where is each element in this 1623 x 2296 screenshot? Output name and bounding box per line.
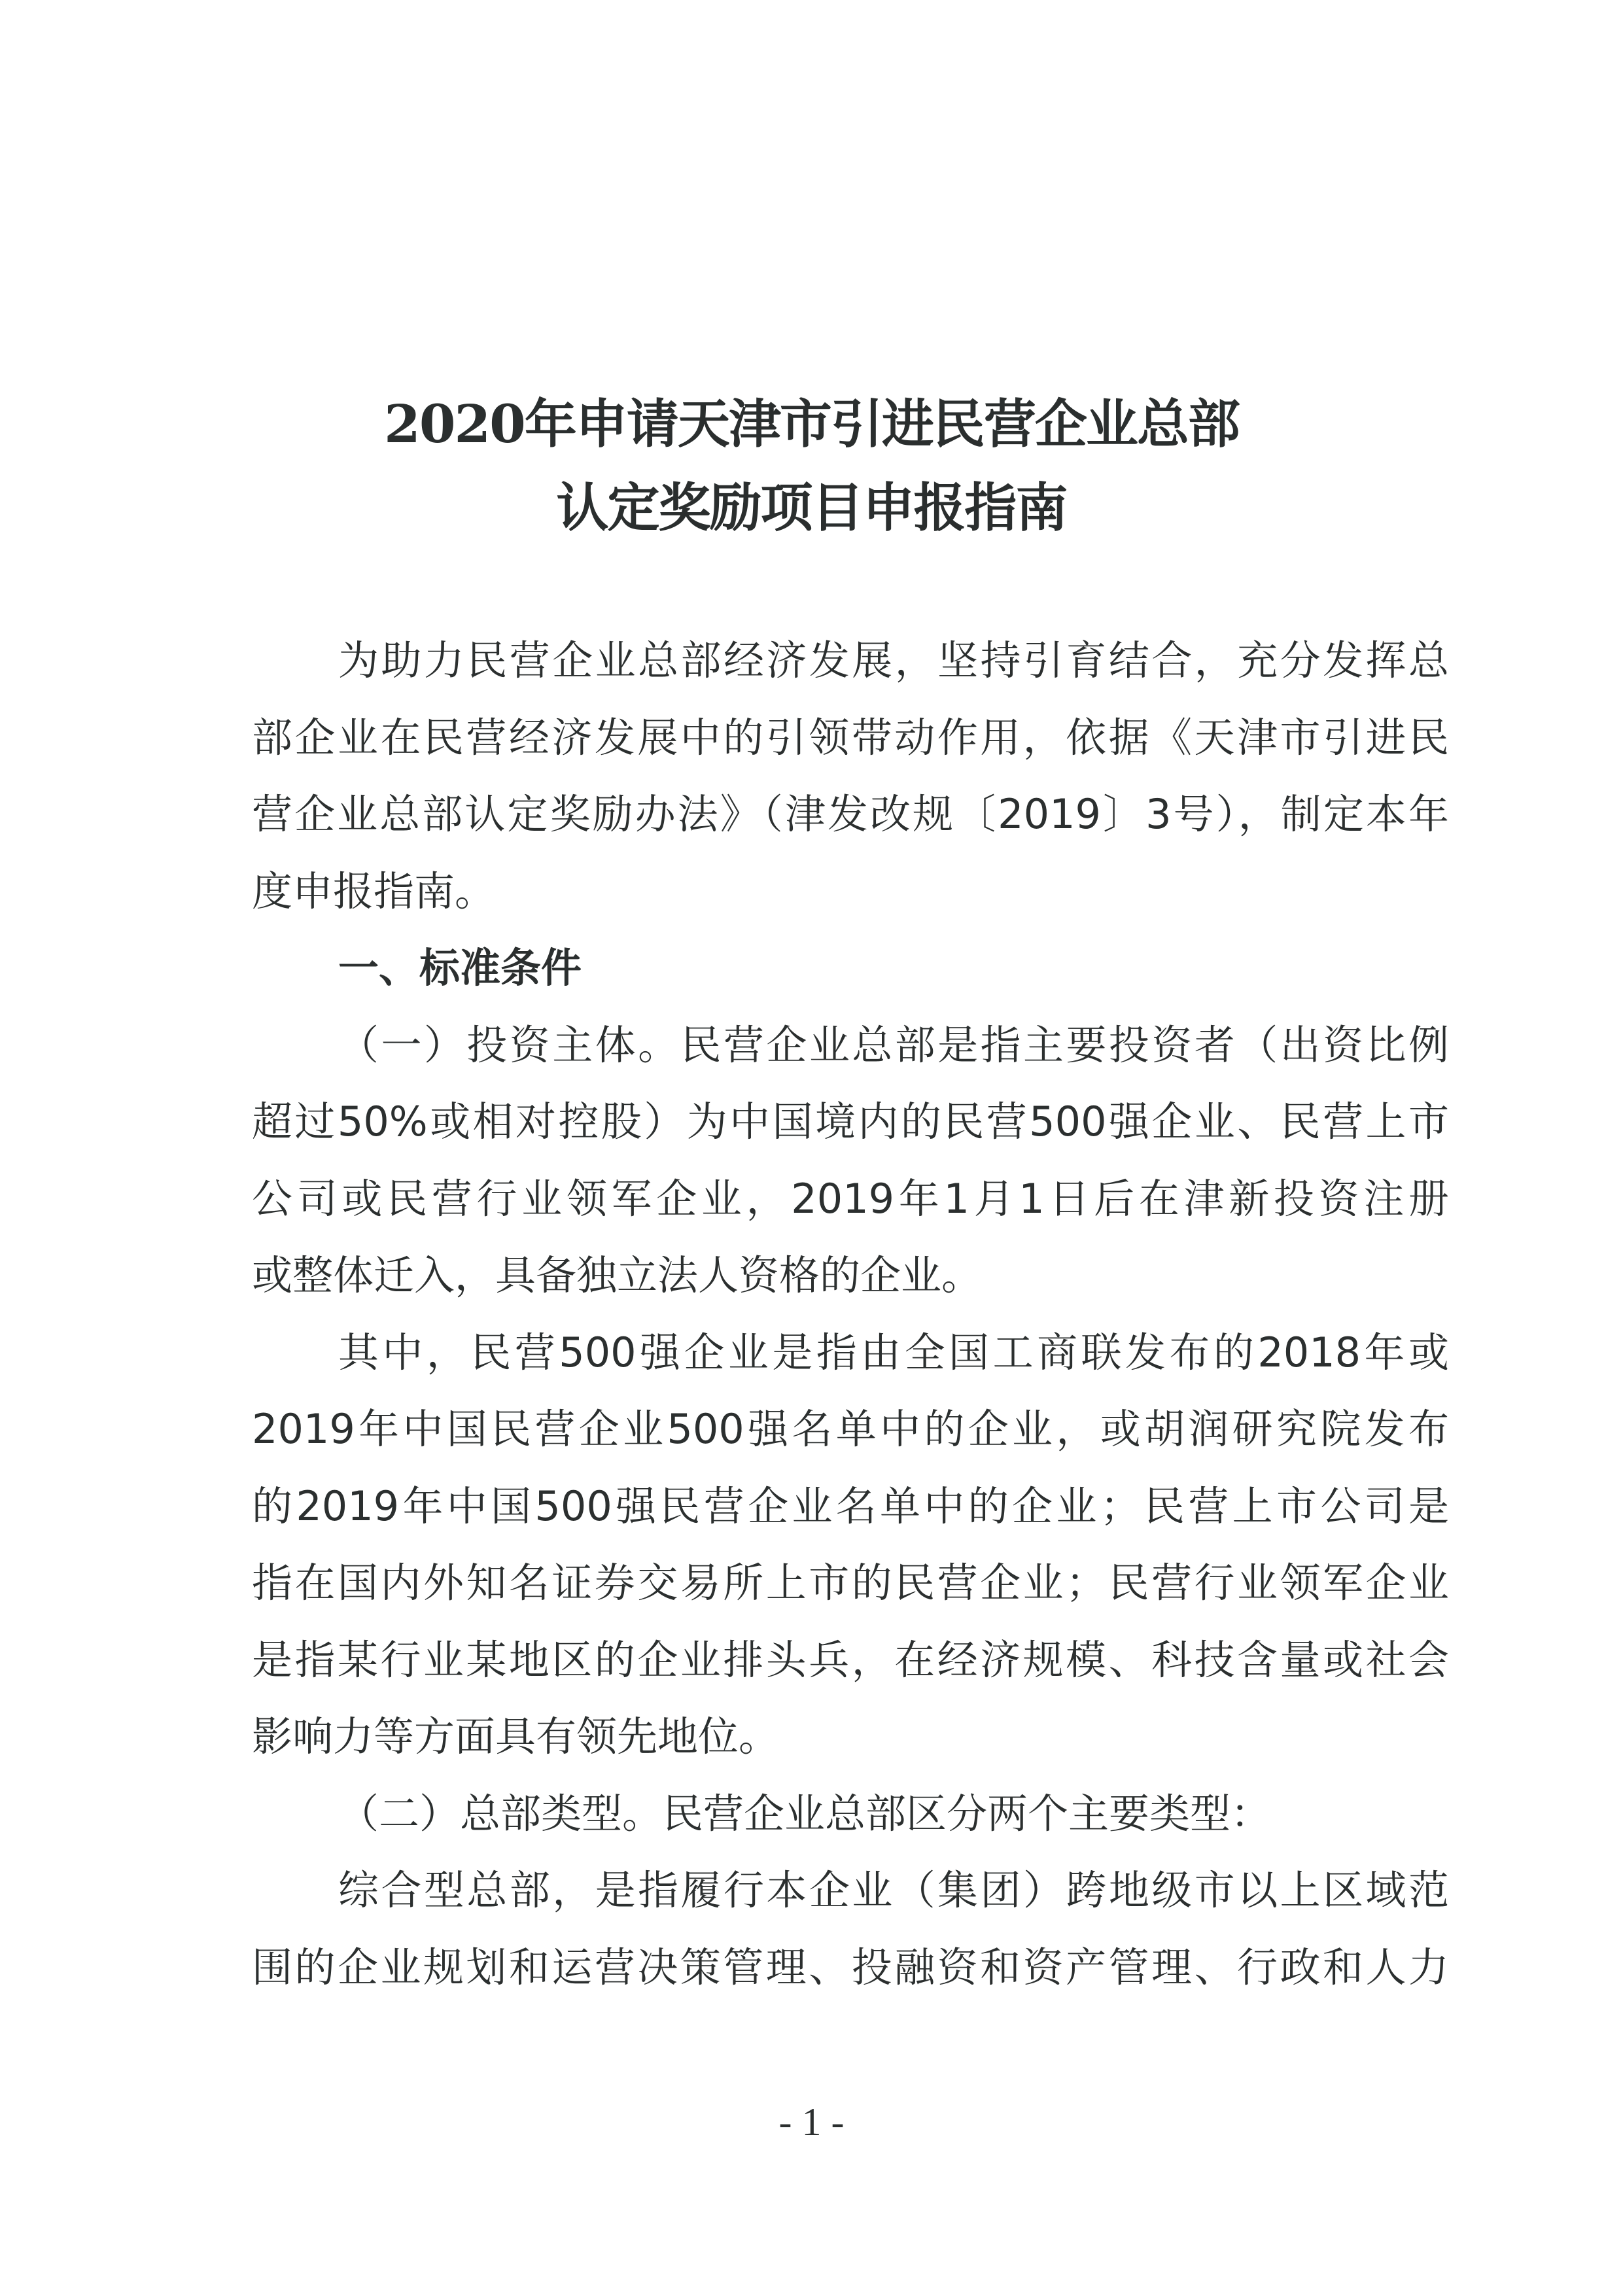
body-line: （一）投资主体。民营企业总部是指主要投资者（出资比例 bbox=[338, 1021, 1449, 1069]
body-line: 其中，民营500强企业是指由全国工商联发布的2018年或 bbox=[338, 1329, 1449, 1376]
body-line: 或整体迁入，具备独立法人资格的企业。 bbox=[252, 1251, 983, 1299]
body-line: 公司或民营行业领军企业，2019年1月1日后在津新投资注册 bbox=[252, 1175, 1449, 1223]
body-line: 是指某行业某地区的企业排头兵，在经济规模、科技含量或社会 bbox=[252, 1636, 1449, 1684]
document-title-line-2: 认定奖励项目申报指南 bbox=[556, 477, 1067, 538]
body-line: 部企业在民营经济发展中的引领带动作用，依据《天津市引进民 bbox=[252, 714, 1449, 761]
document-title-line-1: 2020年申请天津市引进民营企业总部 bbox=[384, 393, 1239, 455]
body-line: 综合型总部，是指履行本企业（集团）跨地级市以上区域范 bbox=[338, 1866, 1449, 1914]
body-line: 2019年中国民营企业500强名单中的企业，或胡润研究院发布 bbox=[252, 1405, 1449, 1453]
section-heading: 一、标准条件 bbox=[338, 944, 582, 992]
page-number: - 1 - bbox=[778, 2100, 845, 2144]
body-line: 为助力民营企业总部经济发展，坚持引育结合，充分发挥总 bbox=[338, 636, 1449, 684]
body-line: 度申报指南。 bbox=[252, 867, 496, 915]
body-line: 营企业总部认定奖励办法》（津发改规〔2019〕3号），制定本年 bbox=[252, 790, 1449, 838]
body-line: 指在国内外知名证券交易所上市的民营企业；民营行业领军企业 bbox=[252, 1559, 1449, 1607]
body-line: 的2019年中国500强民营企业名单中的企业；民营上市公司是 bbox=[252, 1482, 1449, 1530]
body-line: （二）总部类型。民营企业总部区分两个主要类型： bbox=[338, 1790, 1272, 1837]
body-line: 影响力等方面具有领先地位。 bbox=[252, 1713, 780, 1760]
body-line: 超过50%或相对控股）为中国境内的民营500强企业、民营上市 bbox=[252, 1098, 1449, 1145]
body-line: 围的企业规划和运营决策管理、投融资和资产管理、行政和人力 bbox=[252, 1943, 1449, 1991]
